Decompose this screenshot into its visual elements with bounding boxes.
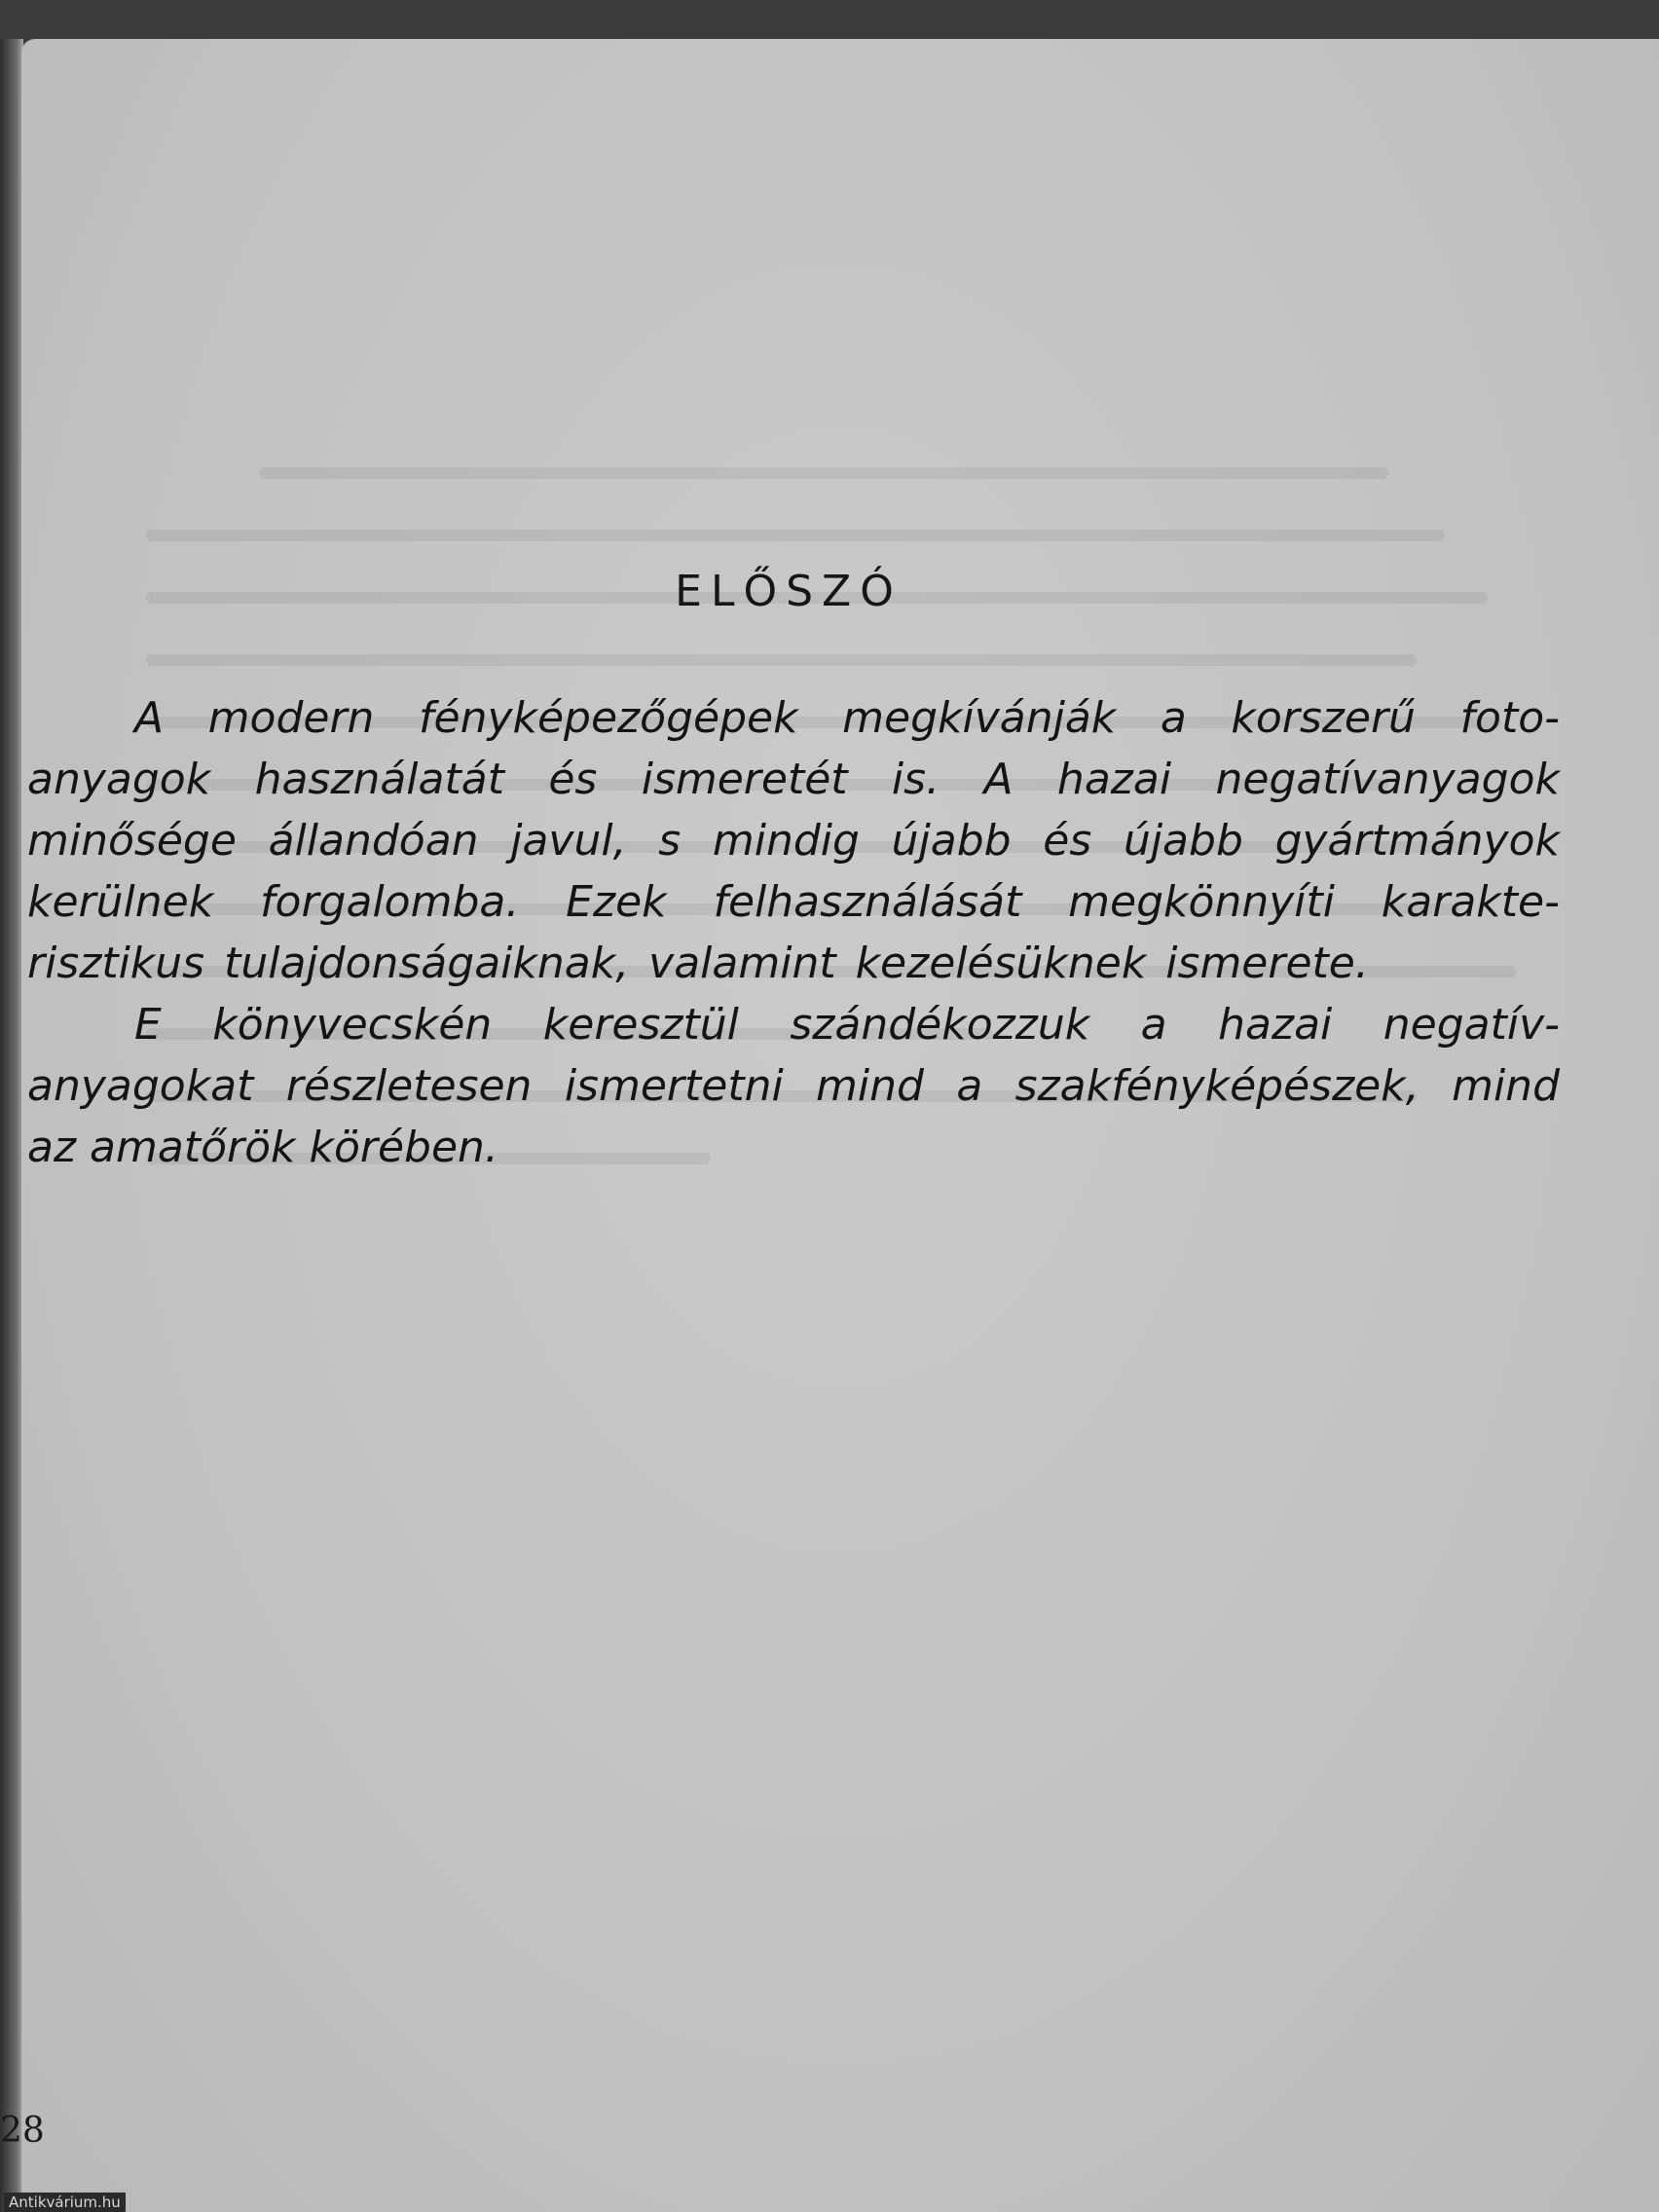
text-line: minősége állandóan javul, s mindig újabb és újabb gyártmányok (27, 816, 1560, 866)
text-line: risztikus tulajdonságaiknak, valamint kezelésüknek ismerete. (27, 939, 1369, 988)
text-line: kerülnek forgalomba. Ezek felhasználását megkönnyíti karakte- (27, 877, 1560, 927)
watermark: Antikvárium.hu (4, 2193, 126, 2212)
text-line: A modern fényképezőgépek megkívánják a korszerű foto- (134, 693, 1560, 743)
text-line: az amatőrök körében. (27, 1123, 498, 1172)
text-line: anyagokat részletesen ismertetni mind a szakfényképészek, mind (27, 1061, 1560, 1111)
page-number: 28 (0, 2111, 45, 2151)
foreword-text (27, 687, 1560, 1178)
page-title: ELŐSZÓ (675, 567, 903, 616)
book-spine-shadow (0, 39, 23, 2212)
text-line: anyagok használatát és ismeretét is. A hazai negatívanyagok (27, 755, 1560, 804)
text-line: E könyvecskén keresztül szándékozzuk a hazai negatív- (134, 1000, 1560, 1050)
